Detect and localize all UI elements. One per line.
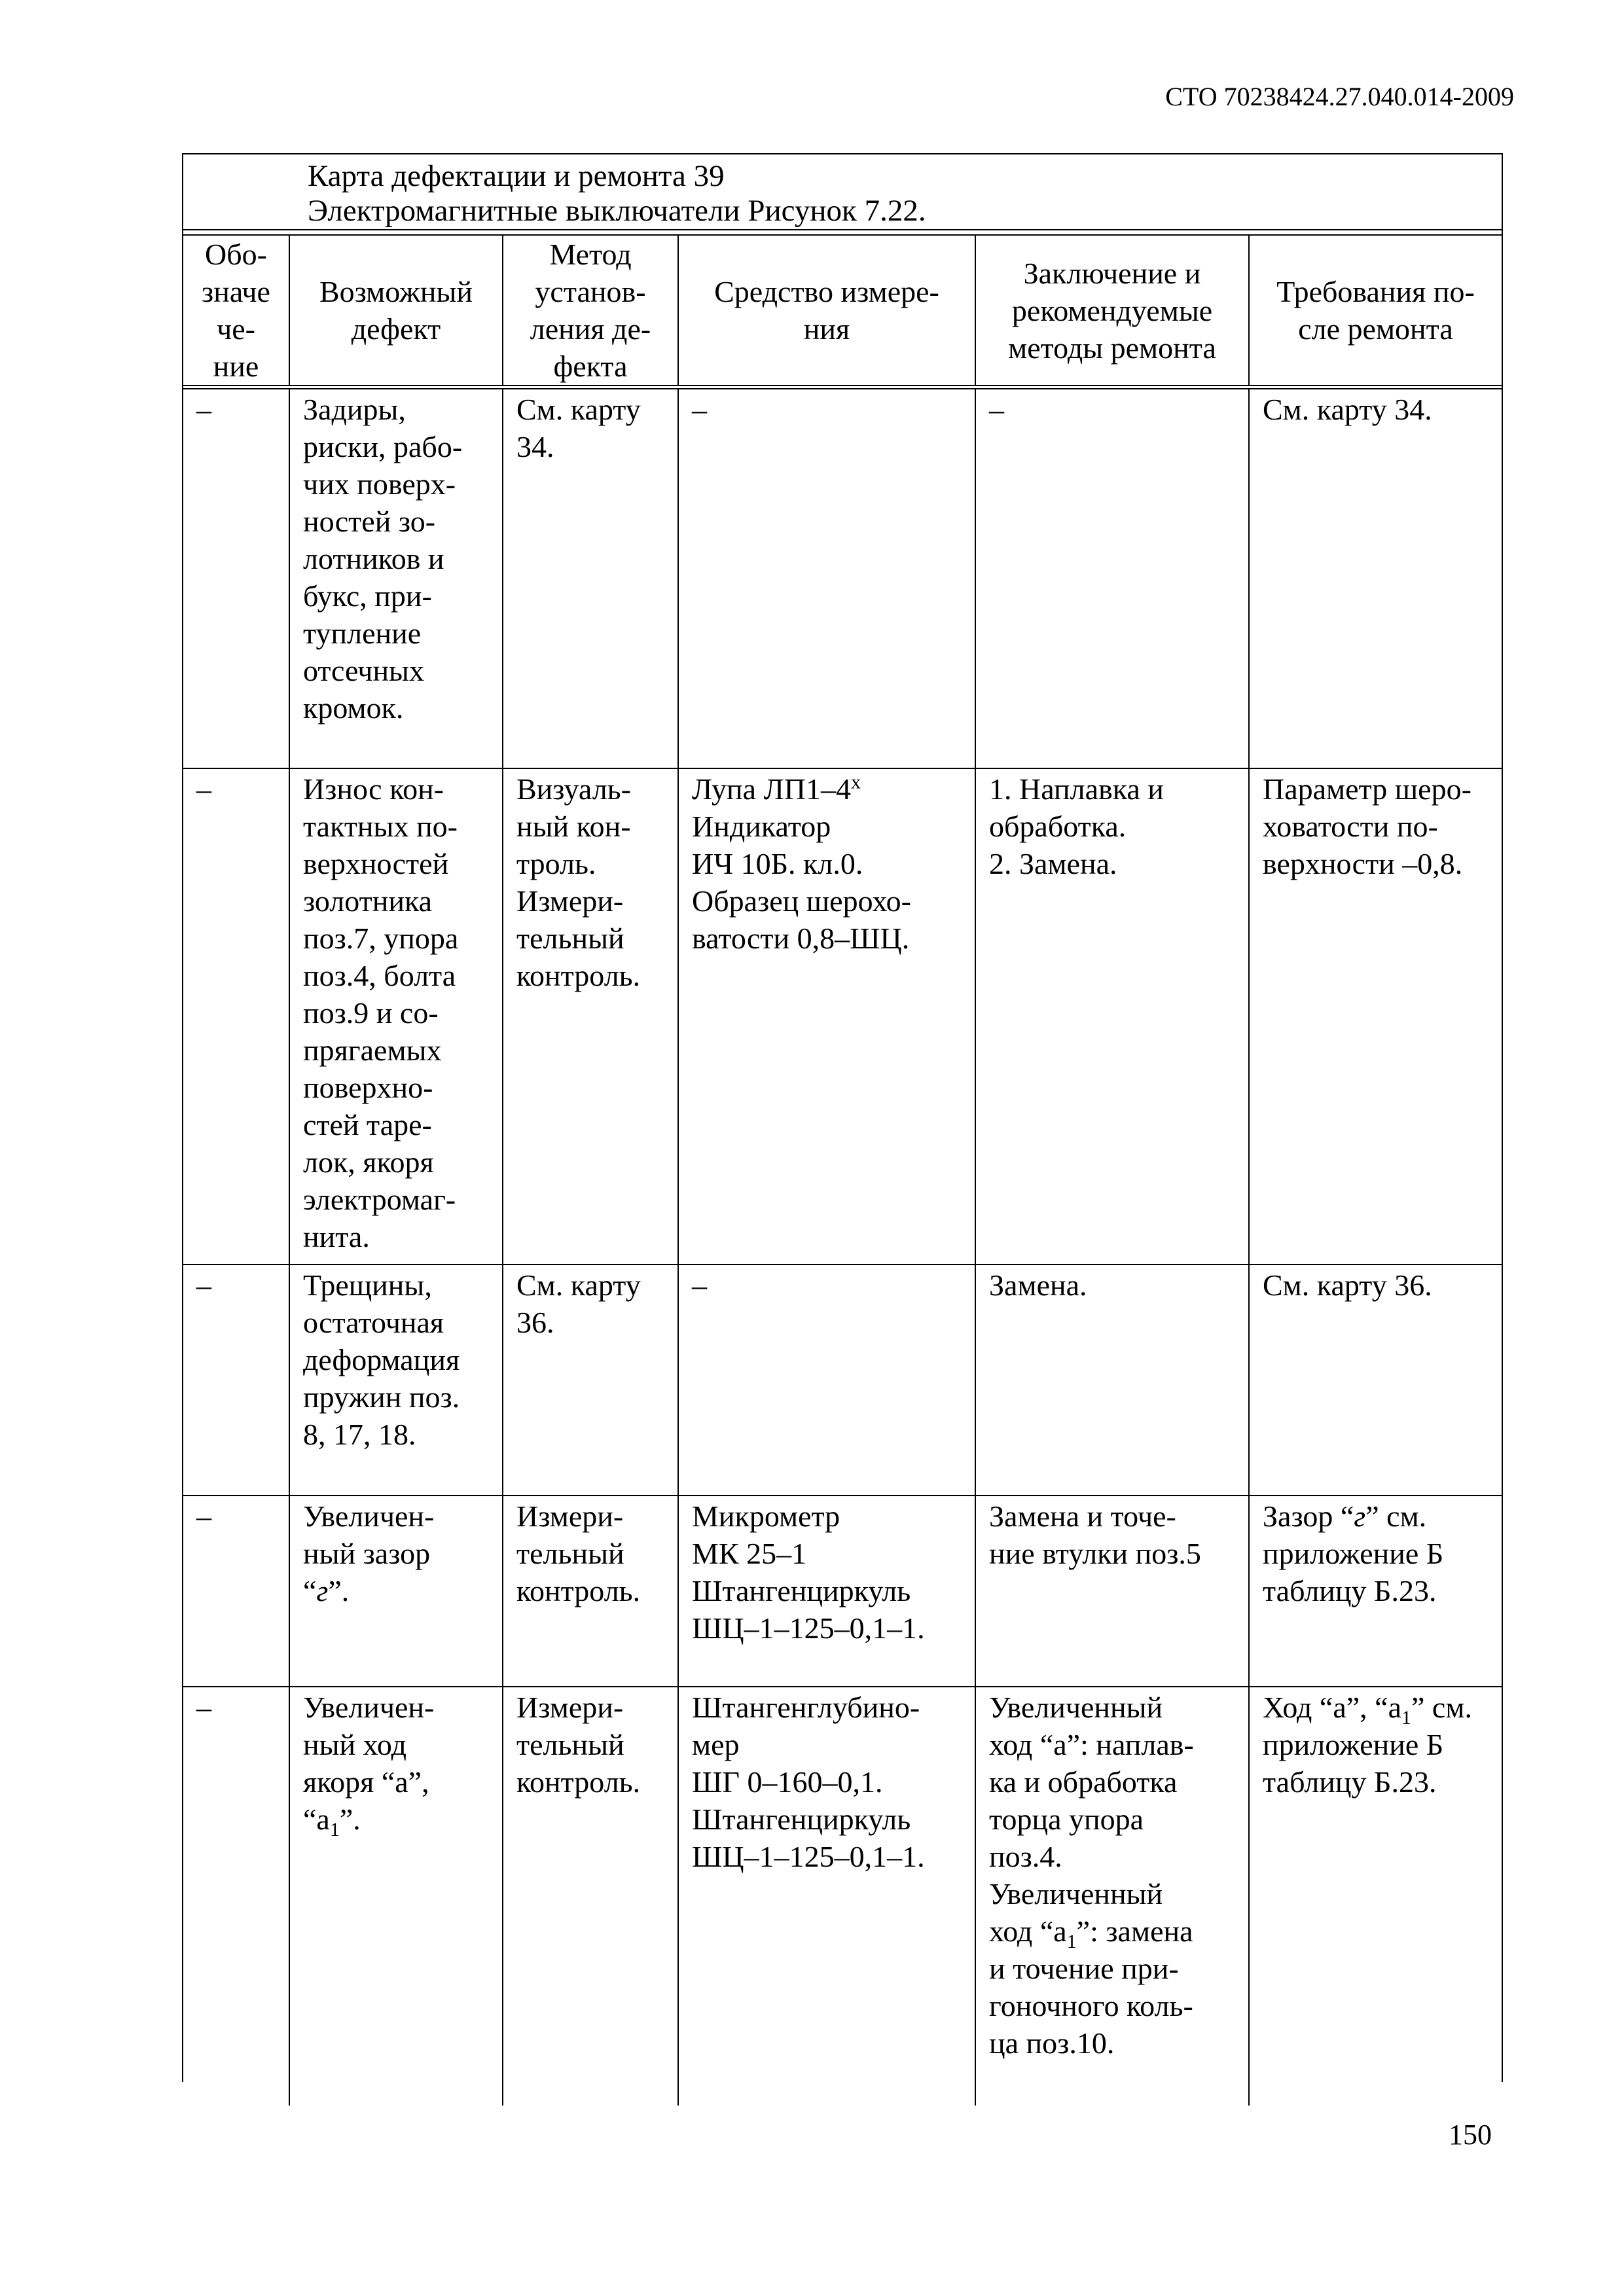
cell-requirement: См. карту 36.: [1249, 1265, 1502, 1496]
cell-method: Измери- тельный контроль.: [503, 1687, 678, 2106]
cell-designation: –: [183, 768, 289, 1265]
page-number: 150: [1449, 2119, 1492, 2151]
table-row: [183, 387, 1502, 768]
cell-defect: Трещины, остаточная деформация пружин поз. 8, 17, 18.: [289, 1265, 503, 1496]
cell-instrument: Микрометр МК 25–1 Штангенциркуль ШЦ–1–125–0,1–1.: [678, 1496, 975, 1687]
cell-method: См. карту 34.: [503, 387, 678, 768]
cell-instrument: –: [678, 1265, 975, 1496]
column-header-designation: Обо- значе че- ние: [183, 235, 289, 387]
defect-card-frame: [182, 153, 1503, 2082]
column-header-defect: Возможный дефект: [289, 235, 503, 387]
cell-defect: Увеличен- ный зазор “г”.: [289, 1496, 503, 1687]
cell-conclusion: Замена и точе- ние втулки поз.5: [975, 1496, 1249, 1687]
cell-designation: –: [183, 1687, 289, 2106]
cell-instrument: Лупа $ЛП1-4^х$ Индикатор ИЧ 10Б. кл.0. Образец шерохо- ватости 0,8–ШЦ.: [678, 768, 975, 1265]
card-title-box: [183, 154, 1502, 230]
cell-defect: Задиры, риски, рабо- чих поверх- ностей зо- лотников и букс, при- тупление отсечных кромок.: [289, 387, 503, 768]
table-row: [183, 1265, 1502, 1496]
column-header-instrument: Средство измере- ния: [678, 235, 975, 387]
cell-method: См. карту 36.: [503, 1265, 678, 1496]
card-title: Карта дефектации и ремонта 39: [308, 159, 725, 193]
cell-defect: Износ кон- тактных по- верхностей золотника поз.7, упора поз.4, болта поз.9 и со- прягаемых поверхно- стей таре- лок, якоря электромаг- нита.: [289, 768, 503, 1265]
cell-method: Измери- тельный контроль.: [503, 1496, 678, 1687]
document-code: СТО 70238424.27.040.014-2009: [1165, 82, 1514, 111]
table-row: [183, 1687, 1502, 2106]
table-row: [183, 768, 1502, 1265]
cell-requirement: Ход “а”, “$а_1$” см. приложение Б таблицу Б.23.: [1249, 1687, 1502, 2106]
column-header-requirement: Требования по- сле ремонта: [1249, 235, 1502, 387]
cell-defect: Увеличен- ный ход якоря “а”, “$а_1$”.: [289, 1687, 503, 2106]
cell-designation: –: [183, 1496, 289, 1687]
cell-conclusion: Увеличенный ход “а”: наплав- ка и обработка торца упора поз.4. Увеличенный ход “$а_1$”: замена и точение при- гоночного коль- ца поз.10.: [975, 1687, 1249, 2106]
cell-requirement: См. карту 34.: [1249, 387, 1502, 768]
cell-requirement: Зазор “г” см. приложение Б таблицу Б.23.: [1249, 1496, 1502, 1687]
cell-designation: –: [183, 387, 289, 768]
table-header-row: [183, 235, 1502, 387]
table-row: [183, 1496, 1502, 1687]
cell-conclusion: –: [975, 387, 1249, 768]
column-header-conclusion: Заключение и рекомендуемые методы ремонта: [975, 235, 1249, 387]
card-subtitle: Электромагнитные выключатели Рисунок 7.22.: [308, 194, 926, 228]
cell-conclusion: Замена.: [975, 1265, 1249, 1496]
cell-conclusion: 1. Наплавка и обработка. 2. Замена.: [975, 768, 1249, 1265]
cell-instrument: Штангенглубино- мер ШГ 0–160–0,1. Штангенциркуль ШЦ–1–125–0,1–1.: [678, 1687, 975, 2106]
cell-requirement: Параметр шеро- ховатости по- верхности –0,8.: [1249, 768, 1502, 1265]
defect-table: [183, 234, 1502, 2106]
cell-method: Визуаль- ный кон- троль. Измери- тельный контроль.: [503, 768, 678, 1265]
cell-instrument: –: [678, 387, 975, 768]
cell-designation: –: [183, 1265, 289, 1496]
column-header-method: Метод установ- ления де- фекта: [503, 235, 678, 387]
